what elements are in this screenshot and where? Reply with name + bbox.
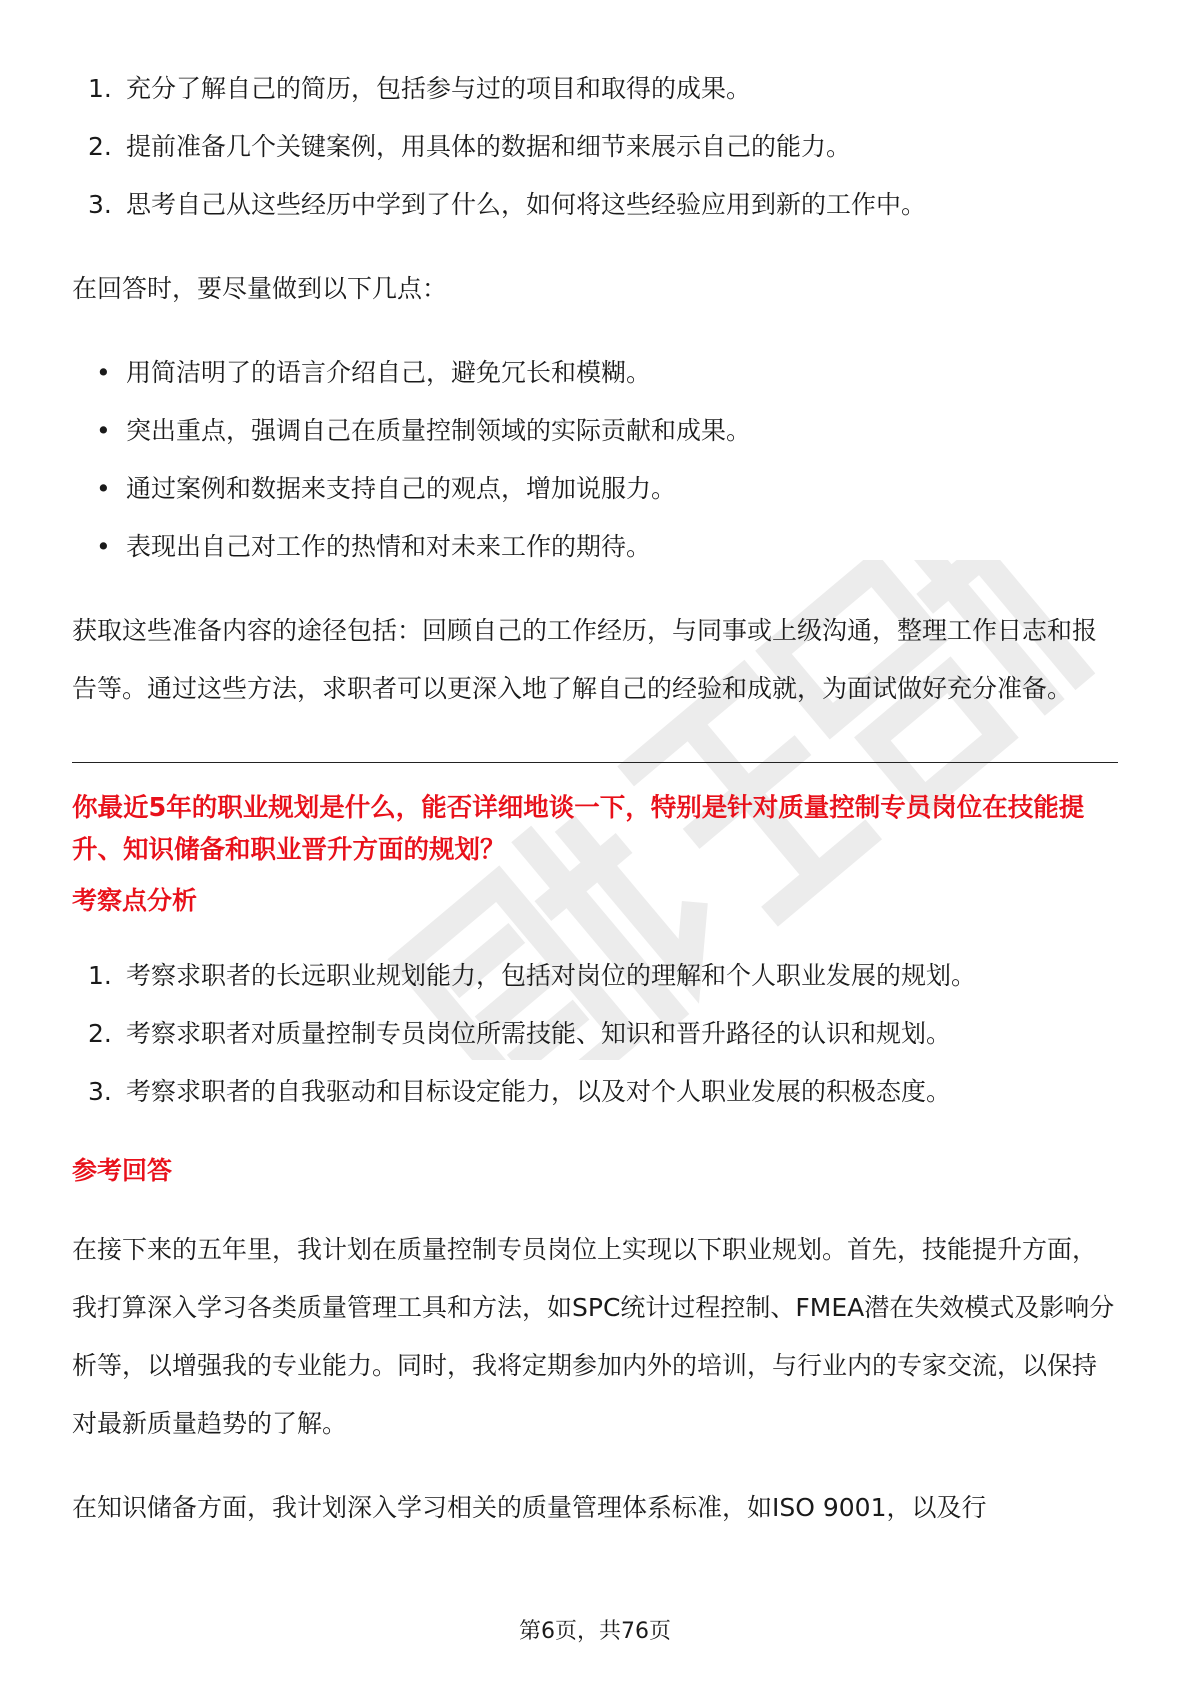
list-number: 3. bbox=[88, 190, 112, 219]
reference-answer-heading: 参考回答 bbox=[72, 1156, 173, 1185]
list-item bbox=[72, 60, 1118, 118]
answer-points-list bbox=[72, 344, 1118, 576]
list-item-text: 突出重点，强调自己在质量控制领域的实际贡献和成果。 bbox=[126, 416, 752, 445]
list-item-text: 思考自己从这些经历中学到了什么，如何将这些经验应用到新的工作中。 bbox=[126, 190, 927, 219]
bullet-icon: • bbox=[96, 532, 111, 561]
reference-paragraph: 在知识储备方面，我计划深入学习相关的质量管理体系标准，如ISO 9001，以及行 bbox=[72, 1493, 987, 1522]
interview-question: 你最近5年的职业规划是什么，能否详细地谈一下，特别是针对质量控制专员岗位在技能提升、知识储备和职业晋升方面的规划？ bbox=[72, 793, 1085, 865]
page-content bbox=[72, 60, 1118, 1537]
list-item bbox=[72, 402, 1118, 460]
list-item-text: 考察求职者的长远职业规划能力，包括对岗位的理解和个人职业发展的规划。 bbox=[126, 961, 977, 990]
reference-paragraph: 在接下来的五年里，我计划在质量控制专员岗位上实现以下职业规划。首先，技能提升方面，我打算深入学习各类质量管理工具和方法，如SPC统计过程控制、FMEA潜在失效模式及影响分析等，以增强我的专业能力。同时，我将定期参加内外的培训，与行业内的专家交流，以保持对最新质量趋势的了解。 bbox=[72, 1235, 1115, 1438]
list-item-text: 表现出自己对工作的热情和对未来工作的期待。 bbox=[126, 532, 652, 561]
list-number: 2. bbox=[88, 1019, 112, 1048]
list-item bbox=[72, 460, 1118, 518]
list-item-text: 充分了解自己的简历，包括参与过的项目和取得的成果。 bbox=[126, 74, 752, 103]
list-item bbox=[72, 118, 1118, 176]
list-item-text: 考察求职者对质量控制专员岗位所需技能、知识和晋升路径的认识和规划。 bbox=[126, 1019, 952, 1048]
list-item-text: 通过案例和数据来支持自己的观点，增加说服力。 bbox=[126, 474, 677, 503]
answer-intro: 在回答时，要尽量做到以下几点： bbox=[72, 274, 448, 303]
section-divider bbox=[72, 762, 1118, 763]
analysis-points-list bbox=[72, 947, 1118, 1121]
list-item bbox=[72, 344, 1118, 402]
list-number: 3. bbox=[88, 1077, 112, 1106]
sources-paragraph: 获取这些准备内容的途径包括：回顾自己的工作经历，与同事或上级沟通，整理工作日志和报告等。通过这些方法，求职者可以更深入地了解自己的经验和成就，为面试做好充分准备。 bbox=[72, 616, 1098, 703]
list-item bbox=[72, 518, 1118, 576]
list-item-text: 考察求职者的自我驱动和目标设定能力，以及对个人职业发展的积极态度。 bbox=[126, 1077, 952, 1106]
list-number: 1. bbox=[88, 74, 112, 103]
bullet-icon: • bbox=[96, 358, 111, 387]
bullet-icon: • bbox=[96, 416, 111, 445]
bullet-icon: • bbox=[96, 474, 111, 503]
list-item bbox=[72, 947, 1118, 1005]
analysis-heading: 考察点分析 bbox=[72, 886, 198, 915]
list-item-text: 提前准备几个关键案例，用具体的数据和细节来展示自己的能力。 bbox=[126, 132, 852, 161]
list-number: 1. bbox=[88, 961, 112, 990]
prep-steps-list bbox=[72, 60, 1118, 234]
page-number-footer: 第6页，共76页 bbox=[519, 1619, 671, 1644]
list-item-text: 用简洁明了的语言介绍自己，避免冗长和模糊。 bbox=[126, 358, 652, 387]
list-item bbox=[72, 1063, 1118, 1121]
list-item bbox=[72, 1005, 1118, 1063]
list-item bbox=[72, 176, 1118, 234]
list-number: 2. bbox=[88, 132, 112, 161]
